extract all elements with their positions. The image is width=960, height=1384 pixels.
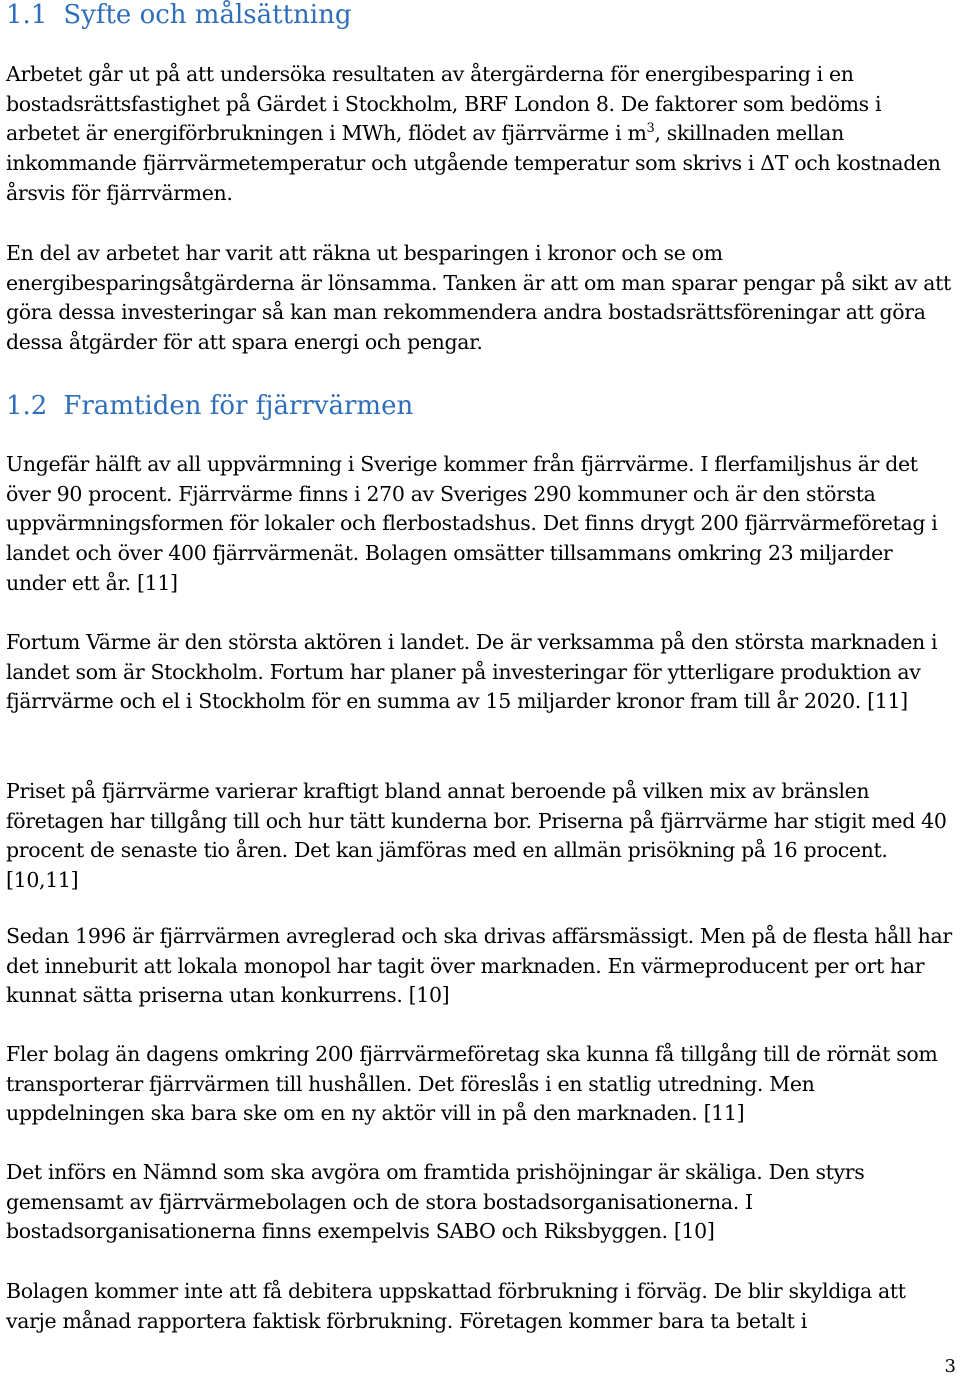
paragraph-board: Det införs en Nämnd som ska avgöra om framtida prishöjningar är skäliga. Den styrs gemensamt av fjärrvärmebolagen och de stora bostadsorganisationerna. I bostadsorganisationerna finns exempelvis SABO och Riksbyggen. [10] xyxy=(6,1160,865,1244)
paragraph-prices: Priset på fjärrvärme varierar kraftigt bland annat beroende på vilken mix av bränslen företagen har tillgång till och hur tätt kunderna bor. Priserna på fjärrvärme har stigit med 40 procent de senaste tio åren. Det kan jämföras med en allmän prisökning på 16 procent. [10,11] xyxy=(6,779,947,893)
paragraph-purpose: Arbetet går ut på att undersöka resultaten av återgärderna för energibesparing i en bostadsrättsfastighet på Gärdet i Stockholm, BRF London 8. De faktorer som bedöms i arbetet är energiförbrukningen i MWh, flödet av fjärrvärme i $m^3$, skillnaden mellan inkommande fjärrvärmetemperatur och utgående temperatur som skrivs i ΔT och kostnaden årsvis för fjärrvärmen. xyxy=(6,62,941,205)
paragraph-billing: Bolagen kommer inte att få debitera uppskattad förbrukning i förväg. De blir skyldiga att varje månad rapportera faktisk förbrukning. Företagen kommer bara ta betalt i xyxy=(6,1279,906,1333)
paragraph-more-companies: Fler bolag än dagens omkring 200 fjärrvärmeföretag ska kunna få tillgång till de rörnät som transporterar fjärrvärmen till hushållen. Det föreslås i en statlig utredning. Men uppdelningen ska bara ske om en ny aktör vill in på den marknaden. [11] xyxy=(6,1042,938,1126)
superscript-3: 3 xyxy=(646,121,655,137)
paragraph-fortum: Fortum Värme är den största aktören i landet. De är verksamma på den största marknaden i landet som är Stockholm. Fortum har planer på investeringar för ytterligare produktion av fjärrvärme och el i Stockholm för en summa av 15 miljarder kronor fram till år 2020. [11] xyxy=(6,630,938,714)
paragraph-deregulation: Sedan 1996 är fjärrvärmen avreglerad och ska drivas affärsmässigt. Men på de flesta håll har det inneburit att lokala monopol har tagit över marknaden. En värmeproducent per ort har kunnat sätta priserna utan konkurrens. [10] xyxy=(6,924,952,1008)
section-number: 1.1 xyxy=(6,0,48,30)
paragraph-savings: En del av arbetet har varit att räkna ut besparingen i kronor och se om energibesparingsåtgärderna är lönsamma. Tanken är att om man sparar pengar på sikt av att göra dessa investeringar så kan man rekommendera andra bostadsrättsföreningar att göra dessa åtgärder för att spara energi och pengar. xyxy=(6,241,951,355)
section-title: Syfte och målsättning xyxy=(63,0,352,30)
paragraph-heating-share: Ungefär hälft av all uppvärmning i Sverige kommer från fjärrvärme. I flerfamiljshus är det över 90 procent. Fjärrvärme finns i 270 av Sveriges 290 kommuner och är den största uppvärmningsformen för lokaler och flerbostadshus. Det finns drygt 200 fjärrvärmeföretag i landet och över 400 fjärrvärmenät. Bolagen omsätter tillsammans omkring 23 miljarder under ett år. [11] xyxy=(6,452,938,595)
section-number: 1.2 xyxy=(6,391,48,421)
page-number: 3 xyxy=(944,1356,956,1377)
section-heading-1-2 xyxy=(6,391,413,421)
section-heading-1-1 xyxy=(6,0,351,30)
section-title: Framtiden för fjärrvärmen xyxy=(63,391,414,421)
